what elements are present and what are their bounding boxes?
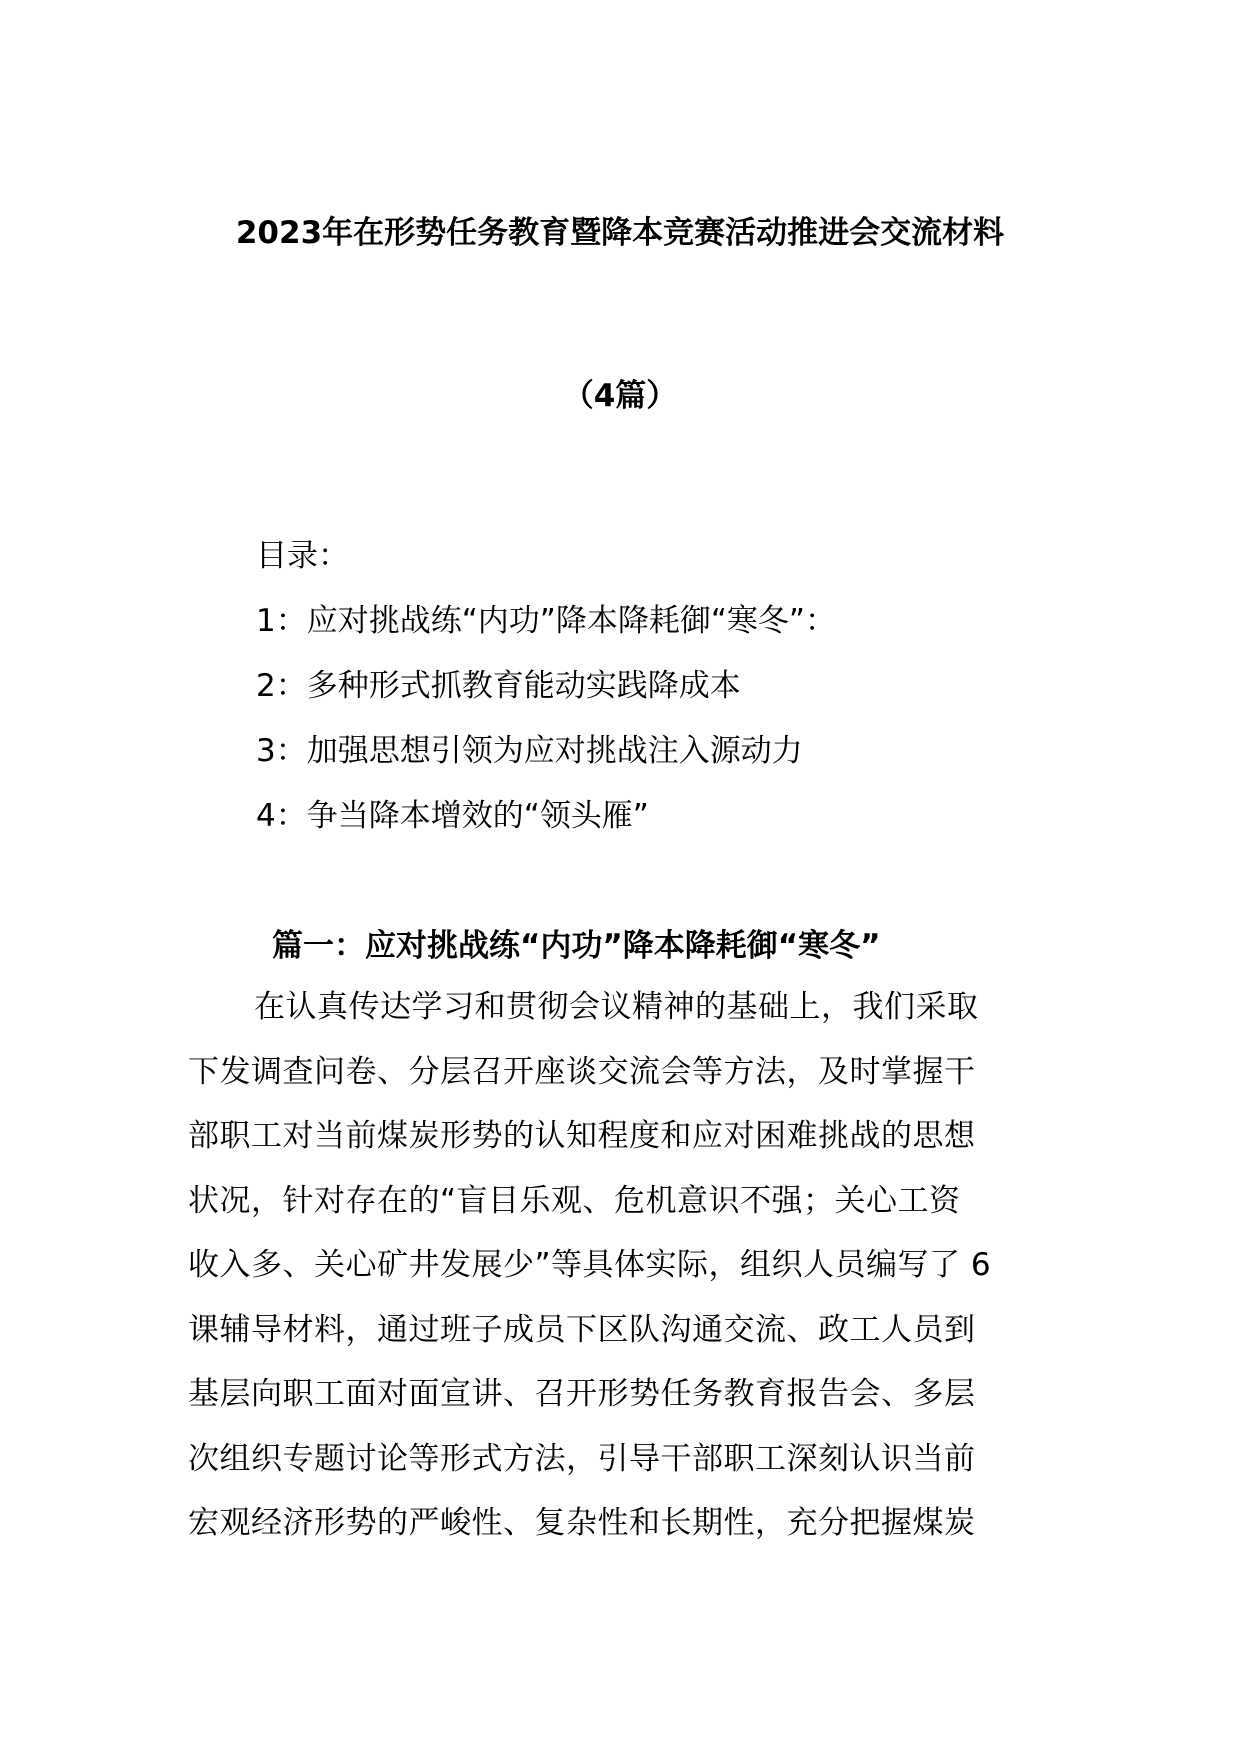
paragraph-line: 状况，针对存在的“盲目乐观、危机意识不强；关心工资: [188, 1182, 961, 1219]
toc-item: 2：多种形式抓教育能动实践降成本: [256, 668, 741, 704]
table-of-contents: [256, 536, 1116, 861]
toc-item: 1：应对挑战练“内功”降本降耗御“寒冬”：: [256, 603, 836, 639]
paragraph-line: 部职工对当前煤炭形势的认知程度和应对困难挑战的思想: [188, 1118, 976, 1154]
section-heading: 篇一：应对挑战练“内功”降本降耗御“寒冬”: [272, 928, 881, 964]
paragraph-line: 收入多、关心矿井发展少”等具体实际，组织人员编写了 6: [188, 1247, 992, 1283]
paragraph-line: 在认真传达学习和贯彻会议精神的基础上，我们采取: [254, 989, 979, 1025]
paragraph-line: 课辅导材料，通过班子成员下区队沟通交流、政工人员到: [188, 1311, 976, 1348]
paragraph-line: 次组织专题讨论等形式方法，引导干部职工深刻认识当前: [188, 1440, 976, 1477]
toc-item: 4：争当降本增效的“领头雁”: [256, 798, 649, 834]
toc-item: 3：加强思想引领为应对挑战注入源动力: [256, 733, 803, 769]
paragraph-line: 宏观经济形势的严峻性、复杂性和长期性，充分把握煤炭: [188, 1505, 976, 1541]
paragraph-line: 下发调查问卷、分层召开座谈交流会等方法，及时掌握干: [188, 1053, 976, 1090]
toc-label: 目录：: [256, 538, 349, 574]
section-body: [188, 986, 1058, 1567]
document-title: 2023年在形势任务教育暨降本竞赛活动推进会交流材料: [235, 215, 1005, 251]
document-subtitle: （4篇）: [562, 378, 678, 414]
paragraph-line: 基层向职工面对面宣讲、召开形势任务教育报告会、多层: [188, 1376, 976, 1412]
